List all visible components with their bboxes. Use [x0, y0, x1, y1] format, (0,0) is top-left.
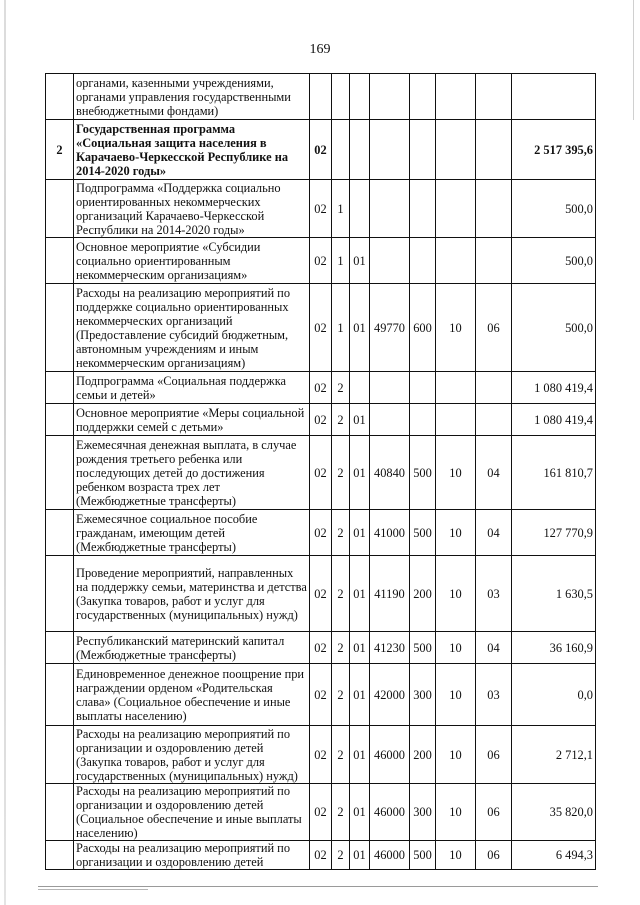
cell-measure-code: 01: [350, 784, 370, 841]
cell-direction-code: 49770: [370, 284, 410, 372]
cell-amount: 127 770,9: [512, 510, 596, 556]
cell-subsection: [476, 180, 512, 238]
cell-subsection: 06: [476, 284, 512, 372]
cell-measure-code: 01: [350, 238, 370, 284]
cell-amount: 36 160,9: [512, 632, 596, 664]
cell-direction-code: 41000: [370, 510, 410, 556]
cell-measure-code: [350, 120, 370, 180]
cell-description: Расходы на реализацию мероприятий по организации и оздоровлению детей: [74, 841, 310, 870]
page-number: 169: [309, 42, 331, 57]
cell-expense-type: 500: [410, 632, 436, 664]
cell-description: Республиканский материнский капитал (Межбюджетные трансферты): [74, 632, 310, 664]
cell-expense-type: 500: [410, 436, 436, 510]
cell-number: 2: [46, 120, 74, 180]
cell-measure-code: [350, 74, 370, 120]
cell-amount: 1 630,5: [512, 556, 596, 632]
cell-measure-code: 01: [350, 841, 370, 870]
cell-section: 10: [436, 784, 476, 841]
cell-subprogram-code: 2: [332, 664, 350, 726]
cell-section: [436, 404, 476, 436]
cell-expense-type: [410, 372, 436, 404]
cell-subsection: 04: [476, 632, 512, 664]
cell-expense-type: [410, 120, 436, 180]
cell-section: [436, 120, 476, 180]
cell-number: [46, 284, 74, 372]
cell-measure-code: [350, 372, 370, 404]
cell-program-code: 02: [310, 284, 332, 372]
cell-number: [46, 238, 74, 284]
cell-subsection: 03: [476, 664, 512, 726]
cell-subprogram-code: [332, 74, 350, 120]
cell-amount: 1 080 419,4: [512, 404, 596, 436]
cell-description: Проведение мероприятий, направленных на поддержку семьи, материнства и детства (Закупка товаров, работ и услуг для государственных (муниципальных) нужд): [74, 556, 310, 632]
cell-expense-type: [410, 404, 436, 436]
cell-section: 10: [436, 664, 476, 726]
cell-subprogram-code: 2: [332, 841, 350, 870]
cell-measure-code: [350, 180, 370, 238]
cell-subprogram-code: 2: [332, 436, 350, 510]
cell-number: [46, 74, 74, 120]
table-row: [46, 632, 596, 664]
cell-description: Расходы на реализацию мероприятий по поддержке социально ориентированных некоммерческих организаций (Предоставление субсидий бюджетным, автономным учреждениям и иным некоммерческим организациям): [74, 284, 310, 372]
cell-description: Ежемесячное социальное пособие гражданам, имеющим детей (Межбюджетные трансферты): [74, 510, 310, 556]
table-row: [46, 238, 596, 284]
cell-subsection: 06: [476, 726, 512, 784]
cell-measure-code: 01: [350, 664, 370, 726]
cell-amount: 1 080 419,4: [512, 372, 596, 404]
cell-subsection: [476, 120, 512, 180]
cell-description: Подпрограмма «Социальная поддержка семьи и детей»: [74, 372, 310, 404]
cell-subprogram-code: 2: [332, 404, 350, 436]
cell-measure-code: 01: [350, 404, 370, 436]
cell-description: органами, казенными учреждениями, органами управления государственными внебюджетными фондами): [74, 74, 310, 120]
cell-direction-code: [370, 372, 410, 404]
cell-direction-code: 41190: [370, 556, 410, 632]
table-row: [46, 74, 596, 120]
cell-number: [46, 436, 74, 510]
cell-number: [46, 784, 74, 841]
cell-direction-code: 46000: [370, 841, 410, 870]
cell-program-code: 02: [310, 664, 332, 726]
cell-subsection: [476, 372, 512, 404]
cell-subprogram-code: 2: [332, 556, 350, 632]
table-row: [46, 664, 596, 726]
cell-amount: 500,0: [512, 238, 596, 284]
cell-program-code: 02: [310, 120, 332, 180]
cell-description: Основное мероприятие «Субсидии социально ориентированным некоммерческим организациям»: [74, 238, 310, 284]
table-row: [46, 841, 596, 870]
cell-expense-type: 300: [410, 664, 436, 726]
cell-number: [46, 372, 74, 404]
cell-program-code: 02: [310, 632, 332, 664]
table-row: [46, 510, 596, 556]
cell-subsection: 06: [476, 784, 512, 841]
cell-direction-code: 46000: [370, 784, 410, 841]
cell-number: [46, 404, 74, 436]
footer-rule: [38, 886, 598, 887]
cell-program-code: [310, 74, 332, 120]
cell-program-code: 02: [310, 180, 332, 238]
cell-program-code: 02: [310, 404, 332, 436]
cell-amount: [512, 74, 596, 120]
budget-table: [45, 73, 596, 870]
cell-expense-type: 200: [410, 556, 436, 632]
cell-direction-code: 40840: [370, 436, 410, 510]
cell-expense-type: 200: [410, 726, 436, 784]
cell-amount: 2 712,1: [512, 726, 596, 784]
cell-number: [46, 664, 74, 726]
cell-number: [46, 841, 74, 870]
cell-expense-type: [410, 180, 436, 238]
cell-expense-type: [410, 238, 436, 284]
cell-program-code: 02: [310, 726, 332, 784]
cell-description: Расходы на реализацию мероприятий по организации и оздоровлению детей (Закупка товаров, работ и услуг для государственных (муниципальных) нужд): [74, 726, 310, 784]
cell-subsection: [476, 74, 512, 120]
cell-measure-code: 01: [350, 510, 370, 556]
cell-subsection: 03: [476, 556, 512, 632]
cell-section: 10: [436, 284, 476, 372]
cell-section: [436, 180, 476, 238]
cell-subprogram-code: 2: [332, 632, 350, 664]
cell-direction-code: [370, 120, 410, 180]
table-row: [46, 284, 596, 372]
cell-section: 10: [436, 841, 476, 870]
cell-section: 10: [436, 510, 476, 556]
cell-program-code: 02: [310, 238, 332, 284]
cell-amount: 500,0: [512, 284, 596, 372]
cell-section: 10: [436, 556, 476, 632]
table-row: [46, 180, 596, 238]
cell-description: Расходы на реализацию мероприятий по организации и оздоровлению детей (Социальное обеспечение и иные выплаты населению): [74, 784, 310, 841]
cell-section: [436, 74, 476, 120]
cell-program-code: 02: [310, 436, 332, 510]
cell-subprogram-code: 2: [332, 372, 350, 404]
cell-subprogram-code: 2: [332, 726, 350, 784]
cell-direction-code: [370, 180, 410, 238]
cell-section: 10: [436, 726, 476, 784]
cell-measure-code: 01: [350, 726, 370, 784]
cell-measure-code: 01: [350, 284, 370, 372]
cell-expense-type: 300: [410, 784, 436, 841]
table-row: [46, 726, 596, 784]
cell-measure-code: 01: [350, 632, 370, 664]
cell-expense-type: 500: [410, 841, 436, 870]
cell-program-code: 02: [310, 556, 332, 632]
cell-subsection: [476, 238, 512, 284]
cell-description: Ежемесячная денежная выплата, в случае рождения третьего ребенка или последующих детей до достижения ребенком возраста трех лет (Межбюджетные трансферты): [74, 436, 310, 510]
cell-measure-code: 01: [350, 436, 370, 510]
cell-number: [46, 510, 74, 556]
cell-section: [436, 372, 476, 404]
scan-edge-right: [633, 0, 634, 120]
cell-subsection: 04: [476, 436, 512, 510]
cell-number: [46, 180, 74, 238]
cell-subprogram-code: 1: [332, 180, 350, 238]
cell-expense-type: 600: [410, 284, 436, 372]
table-row: [46, 372, 596, 404]
cell-direction-code: [370, 404, 410, 436]
cell-description: Государственная программа «Социальная защита населения в Карачаево-Черкесской Республике на 2014-2020 годы»: [74, 120, 310, 180]
cell-subprogram-code: 1: [332, 284, 350, 372]
cell-amount: 0,0: [512, 664, 596, 726]
table-row: [46, 120, 596, 180]
cell-program-code: 02: [310, 372, 332, 404]
cell-direction-code: [370, 74, 410, 120]
cell-description: Единовременное денежное поощрение при награждении орденом «Родительская слава» (Социальное обеспечение и иные выплаты населению): [74, 664, 310, 726]
cell-section: 10: [436, 632, 476, 664]
table-row: [46, 436, 596, 510]
cell-expense-type: 500: [410, 510, 436, 556]
table-row: [46, 556, 596, 632]
cell-program-code: 02: [310, 510, 332, 556]
cell-subsection: 04: [476, 510, 512, 556]
cell-number: [46, 726, 74, 784]
cell-amount: 35 820,0: [512, 784, 596, 841]
cell-subsection: 06: [476, 841, 512, 870]
scan-edge-left: [4, 0, 6, 905]
footer-rule-short: [38, 889, 148, 890]
cell-subprogram-code: 2: [332, 510, 350, 556]
cell-amount: 2 517 395,6: [512, 120, 596, 180]
cell-program-code: 02: [310, 784, 332, 841]
table-row: [46, 404, 596, 436]
cell-subprogram-code: [332, 120, 350, 180]
cell-measure-code: 01: [350, 556, 370, 632]
cell-number: [46, 556, 74, 632]
table-row: [46, 784, 596, 841]
cell-amount: 161 810,7: [512, 436, 596, 510]
cell-program-code: 02: [310, 841, 332, 870]
cell-description: Подпрограмма «Поддержка социально ориентированных некоммерческих организаций Карачаево-Черкесской Республики на 2014-2020 годы»: [74, 180, 310, 238]
cell-section: [436, 238, 476, 284]
cell-direction-code: 41230: [370, 632, 410, 664]
cell-section: 10: [436, 436, 476, 510]
cell-amount: 500,0: [512, 180, 596, 238]
cell-direction-code: [370, 238, 410, 284]
cell-subsection: [476, 404, 512, 436]
cell-amount: 6 494,3: [512, 841, 596, 870]
cell-number: [46, 632, 74, 664]
cell-subprogram-code: 1: [332, 238, 350, 284]
cell-description: Основное мероприятие «Меры социальной поддержки семей с детьми»: [74, 404, 310, 436]
cell-expense-type: [410, 74, 436, 120]
cell-direction-code: 46000: [370, 726, 410, 784]
cell-direction-code: 42000: [370, 664, 410, 726]
cell-subprogram-code: 2: [332, 784, 350, 841]
